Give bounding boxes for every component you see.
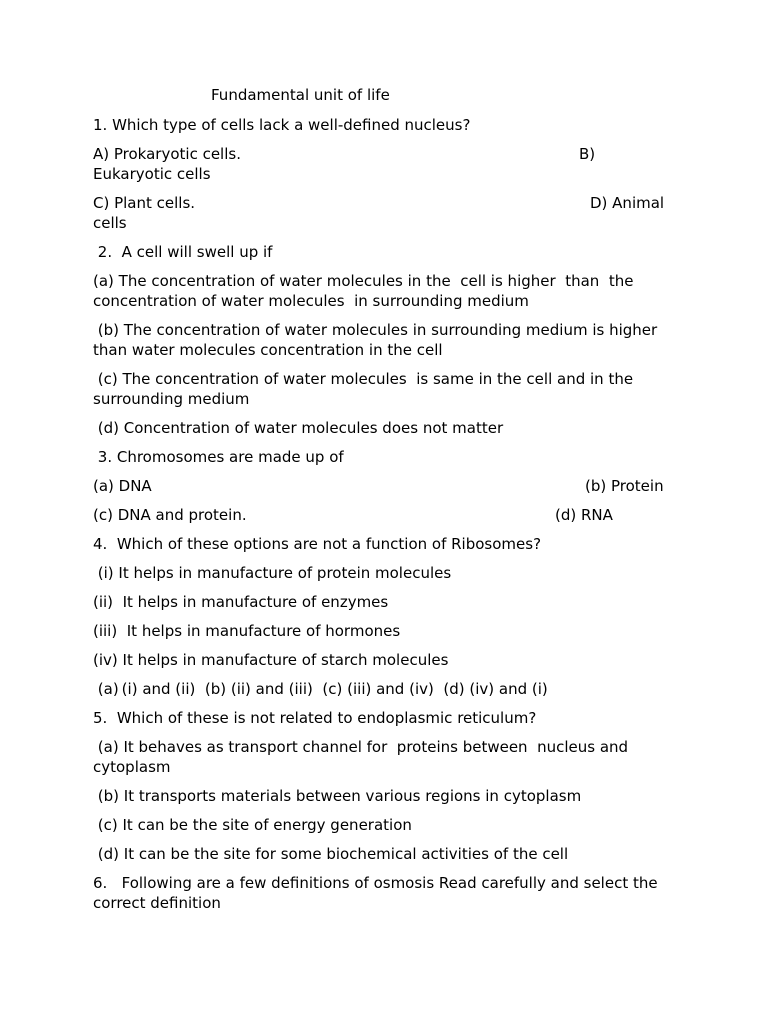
question-5: 5. Which of these is not related to endoplasmic reticulum? bbox=[93, 709, 537, 727]
question-3-options-row-1 bbox=[93, 476, 673, 496]
document-page bbox=[93, 85, 673, 922]
question-1: 1. Which type of cells lack a well-defined nucleus? bbox=[93, 116, 471, 134]
q1-option-d-label: D) Animal bbox=[590, 194, 665, 212]
question-1-options-row-2 bbox=[93, 193, 673, 233]
q1-option-c: C) Plant cells. bbox=[93, 194, 196, 212]
question-4: 4. Which of these options are not a function of Ribosomes? bbox=[93, 535, 542, 553]
question-6: 6. Following are a few definitions of osmosis Read carefully and select the correct definition bbox=[93, 874, 663, 912]
question-3-options-row-2 bbox=[93, 505, 673, 525]
q1-option-b-label: B) bbox=[579, 145, 596, 163]
q5-option-a: (a) It behaves as transport channel for proteins between nucleus and cytoplasm bbox=[93, 738, 633, 776]
q4-statement-i: (i) It helps in manufacture of protein molecules bbox=[93, 564, 452, 582]
q2-option-d: (d) Concentration of water molecules does not matter bbox=[93, 419, 504, 437]
q2-option-a: (a) The concentration of water molecules in the cell is higher than the concentration of water molecules in surrounding medium bbox=[93, 272, 639, 310]
q1-option-d-text: cells bbox=[93, 214, 127, 232]
q2-option-b: (b) The concentration of water molecules in surrounding medium is higher than water molecules concentration in the cell bbox=[93, 321, 662, 359]
q1-option-b-text: Eukaryotic cells bbox=[93, 165, 211, 183]
q5-option-d: (d) It can be the site for some biochemical activities of the cell bbox=[93, 845, 569, 863]
q2-option-c: (c) The concentration of water molecules is same in the cell and in the surrounding medium bbox=[93, 370, 638, 408]
q4-answer-options: (a) (i) and (ii) (b) (ii) and (iii) (c) (iii) and (iv) (d) (iv) and (i) bbox=[93, 680, 548, 698]
document-title: Fundamental unit of life bbox=[211, 86, 390, 104]
question-1-options-row-1 bbox=[93, 144, 673, 184]
q3-option-a: (a) DNA bbox=[93, 477, 152, 495]
q3-option-b: (b) Protein bbox=[585, 477, 664, 495]
q5-option-c: (c) It can be the site of energy generation bbox=[93, 816, 412, 834]
q3-option-d: (d) RNA bbox=[555, 506, 613, 524]
q4-statement-iii: (iii) It helps in manufacture of hormones bbox=[93, 622, 401, 640]
question-2: 2. A cell will swell up if bbox=[93, 243, 273, 261]
q1-option-a: A) Prokaryotic cells. bbox=[93, 145, 241, 163]
q4-statement-iv: (iv) It helps in manufacture of starch molecules bbox=[93, 651, 449, 669]
question-3: 3. Chromosomes are made up of bbox=[93, 448, 344, 466]
q4-statement-ii: (ii) It helps in manufacture of enzymes bbox=[93, 593, 389, 611]
q5-option-b: (b) It transports materials between various regions in cytoplasm bbox=[93, 787, 582, 805]
q3-option-c: (c) DNA and protein. bbox=[93, 506, 247, 524]
